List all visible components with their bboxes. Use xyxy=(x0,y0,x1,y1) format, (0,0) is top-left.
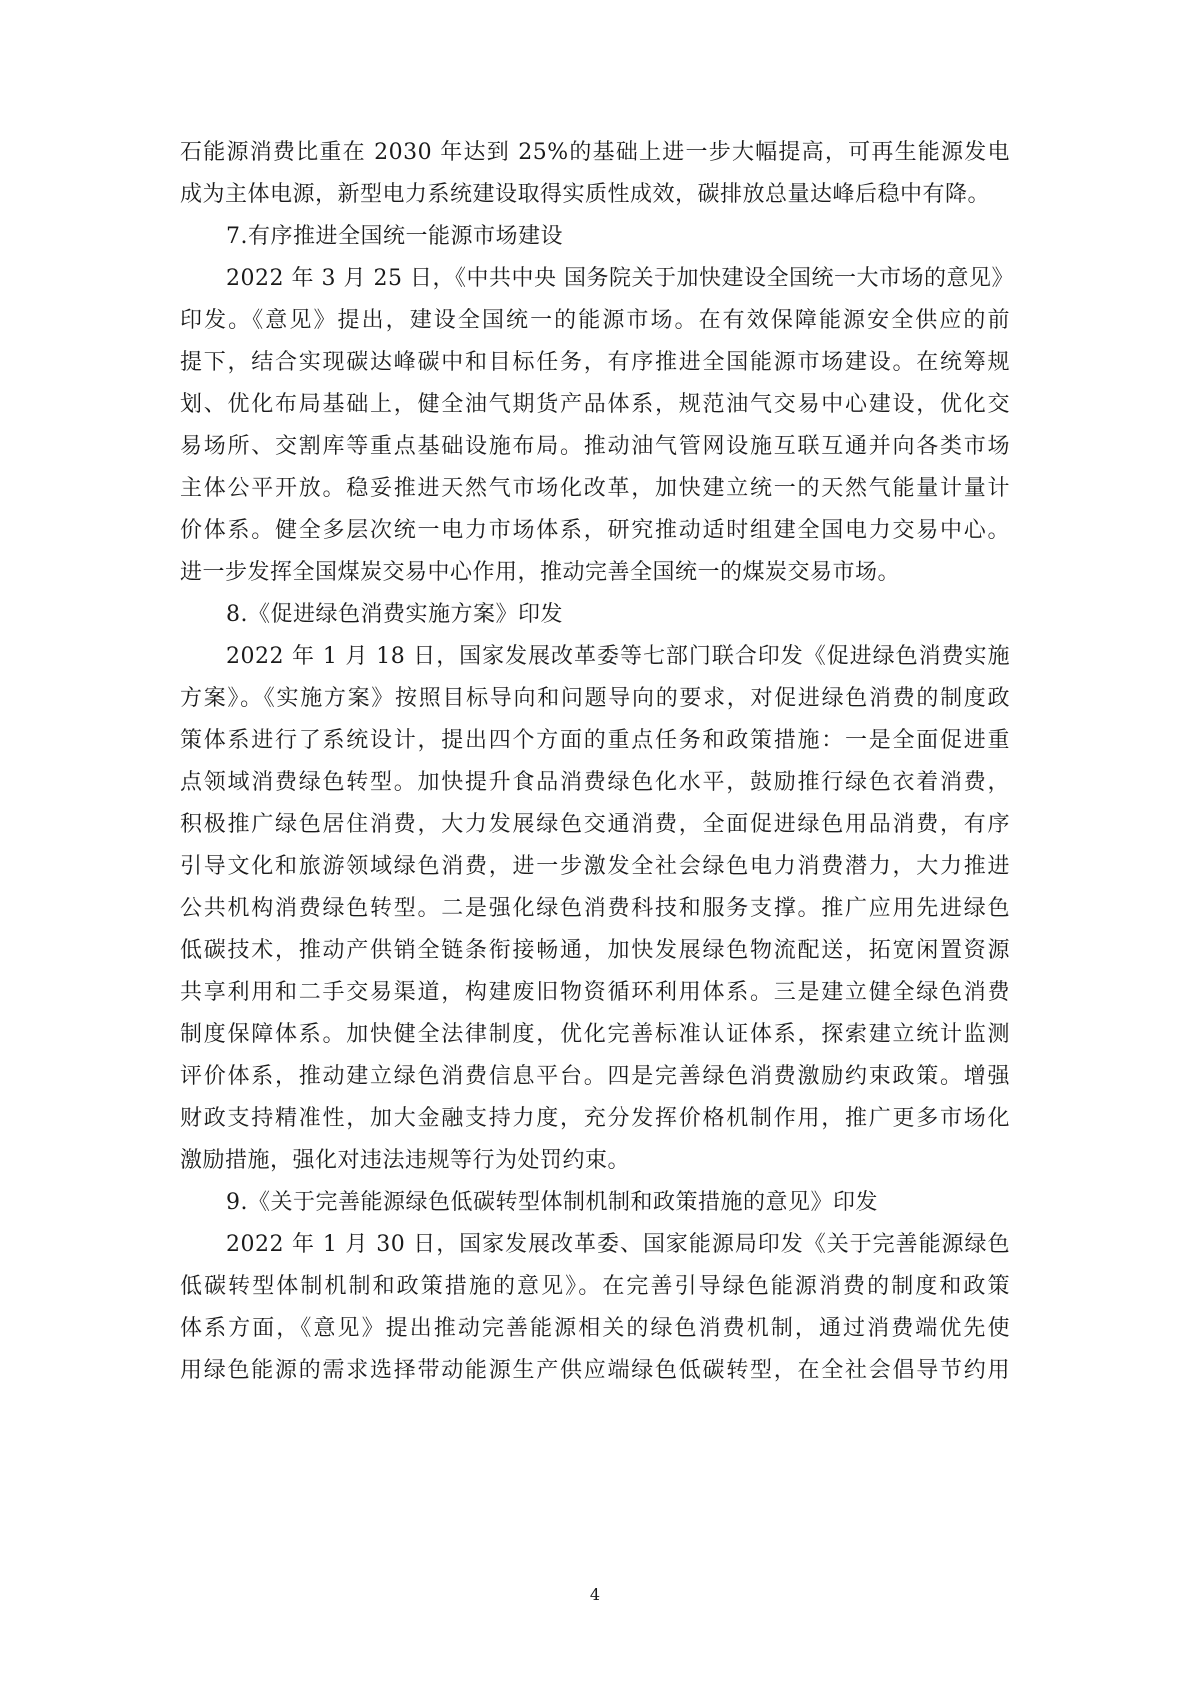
body-text-line: 用绿色能源的需求选择带动能源生产供应端绿色低碳转型，在全社会倡导节约用 xyxy=(180,1358,1010,1383)
body-text-line: 低碳转型体制机制和政策措施的意见》。在完善引导绿色能源消费的制度和政策 xyxy=(180,1274,1010,1299)
body-text-line: 石能源消费比重在 2030 年达到 25%的基础上进一步大幅提高，可再生能源发电 xyxy=(180,140,1010,165)
body-text-line: 价体系。健全多层次统一电力市场体系，研究推动适时组建全国电力交易中心。 xyxy=(180,518,1010,543)
body-text-line: 策体系进行了系统设计，提出四个方面的重点任务和政策措施：一是全面促进重 xyxy=(180,728,1010,753)
body-text-line: 2022 年 1 月 18 日，国家发展改革委等七部门联合印发《促进绿色消费实施 xyxy=(226,644,1010,669)
body-text-line: 共享利用和二手交易渠道，构建废旧物资循环利用体系。三是建立健全绿色消费 xyxy=(180,980,1010,1005)
body-text-line: 主体公平开放。稳妥推进天然气市场化改革，加快建立统一的天然气能量计量计 xyxy=(180,476,1010,501)
body-text-line: 提下，结合实现碳达峰碳中和目标任务，有序推进全国能源市场建设。在统筹规 xyxy=(180,350,1010,375)
body-text-line: 2022 年 1 月 30 日，国家发展改革委、国家能源局印发《关于完善能源绿色 xyxy=(226,1232,1010,1257)
page-number: 4 xyxy=(589,1585,601,1604)
body-text-line: 点领域消费绿色转型。加快提升食品消费绿色化水平，鼓励推行绿色衣着消费， xyxy=(180,770,1010,795)
section-heading-8: 8.《促进绿色消费实施方案》印发 xyxy=(226,602,563,627)
body-text-line: 评价体系，推动建立绿色消费信息平台。四是完善绿色消费激励约束政策。增强 xyxy=(180,1064,1010,1089)
body-text-line: 易场所、交割库等重点基础设施布局。推动油气管网设施互联互通并向各类市场 xyxy=(180,434,1010,459)
body-text-line: 进一步发挥全国煤炭交易中心作用，推动完善全国统一的煤炭交易市场。 xyxy=(180,560,901,585)
body-text-line: 方案》。《实施方案》按照目标导向和问题导向的要求，对促进绿色消费的制度政 xyxy=(180,686,1010,711)
body-text-line: 低碳技术，推动产供销全链条衔接畅通，加快发展绿色物流配送，拓宽闲置资源 xyxy=(180,938,1010,963)
body-text-line: 成为主体电源，新型电力系统建设取得实质性成效，碳排放总量达峰后稳中有降。 xyxy=(180,182,991,207)
body-text-line: 划、优化布局基础上，健全油气期货产品体系，规范油气交易中心建设，优化交 xyxy=(180,392,1010,417)
body-text-line: 印发。《意见》提出，建设全国统一的能源市场。在有效保障能源安全供应的前 xyxy=(180,308,1010,333)
body-text-line: 制度保障体系。加快健全法律制度，优化完善标准认证体系，探索建立统计监测 xyxy=(180,1022,1010,1047)
section-heading-9: 9.《关于完善能源绿色低碳转型体制机制和政策措施的意见》印发 xyxy=(226,1190,878,1215)
body-text-line: 激励措施，强化对违法违规等行为处罚约束。 xyxy=(180,1148,631,1173)
section-heading-7: 7.有序推进全国统一能源市场建设 xyxy=(226,224,563,249)
body-text-line: 引导文化和旅游领域绿色消费，进一步激发全社会绿色电力消费潜力，大力推进 xyxy=(180,854,1010,879)
body-text-line: 体系方面，《意见》提出推动完善能源相关的绿色消费机制，通过消费端优先使 xyxy=(180,1316,1010,1341)
body-text-line: 2022 年 3 月 25 日，《中共中央 国务院关于加快建设全国统一大市场的意见》 xyxy=(226,266,1014,291)
body-text-line: 公共机构消费绿色转型。二是强化绿色消费科技和服务支撑。推广应用先进绿色 xyxy=(180,896,1010,921)
body-text-line: 财政支持精准性，加大金融支持力度，充分发挥价格机制作用，推广更多市场化 xyxy=(180,1106,1010,1131)
body-text-line: 积极推广绿色居住消费，大力发展绿色交通消费，全面促进绿色用品消费，有序 xyxy=(180,812,1010,837)
